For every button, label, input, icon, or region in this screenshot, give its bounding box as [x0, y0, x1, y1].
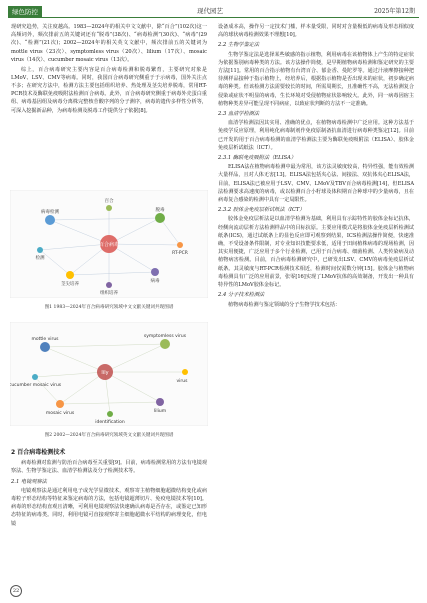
- page-number: 22: [10, 585, 22, 597]
- keyword-label: 检测: [35, 256, 45, 261]
- keyword-label: 百合: [104, 199, 114, 204]
- keyword-label: 茎尖培养: [61, 282, 79, 287]
- paragraph: 电镜观察法是通过利用电子或光学显微技术，观察寄主植物细胞超微结构变化或病毒粒子形态结构等特征来鉴定病毒的方法，包括电镜超薄切片、免疫电镜技术等[10]。病毒的形态结构直观且清晰，可利用电镜观察法快速确认病毒是否存在，或鉴定已知形态特征的病毒类。同时，利用电镜可直接观察寄主细胞超微水平结构的病理变化，但电镜: [11, 487, 207, 527]
- keyword-label: 病毒检测: [41, 210, 59, 215]
- keyword-label: 组织培养: [100, 291, 118, 296]
- paragraph: 现研究趋势，关注度越高。1983—2024年的相关中文文献中，除“百合”(102次)这一高频词外，频次排前五的关键词还有“脱毒”(38次)、“病毒检测”(30次)、“病毒”(29次)、“检测”(21次)；2002—2024年的相关英文文献中，频次排前五的关键词为 mottle virus（23次）、symptomless virus（20次）、lilium（17次）、mosaic virus（14次）、cucumber mosaic virus（13次）。: [11, 24, 207, 63]
- figure-caption: 图1 1983—2024年百合病毒研究领域中文文献关键词共现图谱: [44, 305, 174, 310]
- keyword-label: RT-PCR: [172, 251, 188, 256]
- figure-2: [10, 322, 208, 438]
- keyword-label: mottle virus: [31, 337, 59, 342]
- paragraph: ELISA法在植物病毒检测中最为常用，该方法灵敏度较高，特异性强，能有效检测大量样品，且对人体无害[13]。ELISA法包括夹心法、间接法、双抗体夹心ELISA法，目前，ELISA法已被应用于LSV、CMV、LMoV及TBV百合病毒检测[14]，但ELISA法检测要求高速度的病毒，或以检测百合小籽球及体积期百合种球中的少量病毒，且在病毒复合感染的检测中具有一定局限性。: [218, 164, 414, 204]
- paragraph: 胶体金免疫层析法是以血清学检测为基础，利用具有示踪特性的胶体金标记抗体，经侧向流动层析方法检测样品中的目标抗原。主要应用模式是将胶体金免疫层析检测试纸条(ICS)，通过试纸条上的显色反应即可观察到结果，ICS检测法操作简便，快速准确，不受设备条件限制，对专业知识技能要求低，适用于田间植株病毒的现场检测，因其实用便捷，广泛应用于多个行业检测，已用于百合病毒、细菌检测、人类传染病及动植物病害检测。目前，百合病毒检测研究中，已研发出LSV、CMV的病毒免疫层析试纸条。其灵敏度与RT-PCR检测技术相近，检测时间仅需数分钟[15]。胶体金与植物病毒检测具有广泛的应用前景，张零[16]实现了LMoV抗体的高效制备，开发出一种具有特异性的LMoV胶体金标记。: [218, 216, 414, 289]
- keyword-label: 病毒: [150, 279, 160, 284]
- page-header: [0, 0, 427, 20]
- paragraph: 生物学鉴定法是选择某些敏感的指示植物，利用病毒在该植物体上产生的特定症状为依据鉴别病毒种类的方法。该方法操作简便，是早期植物病毒检测和鉴定研究的主要方法[11]。常用的百合指示植物有台湾百合、郁金香、曼陀罗等。通过汁液摩擦接种把待测样品接种于指示植物上，经培养后，根据指示植物是否出现未的症状，初步确定病毒的种类。但该检测方法需要较长的时间，所需周期长，且准确性不高，无法检测复合侵染或症状不明显的病毒，生长环境对受侵植物症状影响较大。此外，同一病毒因宿主植物种类差异可能呈现不同病症，以致症状判断的方法不一定准确。: [218, 51, 414, 107]
- issue-info: 2025年第12期: [374, 8, 415, 15]
- paragraph: 设备成本高，操作另一定技术门槛，样本量受限，同时对含量极低的病毒及形态相似度高的球状病毒检测效果不理想[10]。: [218, 24, 414, 39]
- subsection-heading: 2.2 生物学鉴定法: [218, 42, 260, 49]
- keyword-label: identification: [95, 420, 125, 425]
- right-column: [218, 23, 414, 310]
- paragraph: 植物病毒检测与鉴定领域的分子生物学技术包括：: [228, 301, 341, 308]
- header-rule: [8, 17, 419, 18]
- subsection-heading: 2.3 血清学检测法: [218, 111, 260, 118]
- paragraph: 病毒检测对监测与防治百合病毒至关重要[9]。目前，病毒检测常用的方法有电镜观察法、生物学鉴定法、血清学检测法及分子检测技术等。: [11, 460, 207, 475]
- subsection-heading: 2.3.2 胶体金免疫层析试纸法（ICT）: [218, 207, 305, 214]
- subsection-heading: 2.1 电镜观察法: [11, 478, 47, 485]
- keyword-label: symptomless virus: [143, 334, 187, 339]
- keyword-label: mosaic virus: [45, 411, 75, 416]
- keyword-label: lilium: [153, 409, 167, 414]
- keyword-network-cn: [10, 190, 208, 298]
- keyword-label: 百合病毒: [98, 242, 120, 248]
- left-column: [11, 23, 207, 116]
- journal-name: 现代园艺: [197, 7, 223, 15]
- figure-caption: 图2 2002—2024年百合病毒研究领域英文文献关键词共现图谱: [44, 433, 174, 438]
- left-column-bottom: [11, 446, 207, 529]
- subsection-heading: 2.3.1 酶联免疫吸附法（ELISA）: [218, 155, 297, 162]
- figure-1: [10, 190, 208, 310]
- keyword-network-en: [10, 322, 208, 426]
- section-tag: 绿色防控: [8, 6, 42, 17]
- keyword-label: cucumber mosaic virus: [10, 383, 62, 388]
- section-heading: 2 百合病毒检测技术: [11, 449, 66, 456]
- keyword-label: virus: [176, 379, 188, 384]
- subsection-heading: 2.4 分子技术检测法: [218, 292, 265, 299]
- paragraph: 血清学检测法因其实用、准确的优点，在植物病毒检测中广泛应用。这种方法基于免疫学反应原理，利用纯化病毒制剂作免疫原制备抗血清进行病毒种类鉴定[12]。目前已开发的用于百合病毒检测的血清学检测法主要为酶联免疫吸附法（ELISA）、胶体金免疫层析试纸法（ICT）。: [218, 120, 414, 151]
- keyword-label: 脱毒: [155, 208, 165, 213]
- paragraph: 综上，百合病毒研究主要内容是百合病毒检测和脱毒繁育，主要研究对象是LMoV、LSV、CMV等病毒。同时，我国百合病毒研究侧重于于示病毒，国外关注点不多；在研究方法中，检测方法主要包括组织培养、热处理及茎尖培养脱毒，常用RT-PCR技术及酶联免疫吸附法检测百合病毒。此外，百合病毒研究侧重于病毒外壳蛋白重组、病毒基因组及病毒分离株完整核苷酸序列的分子测序，病毒的遗传多样性分析等，可深入挖掘新品种，为病毒检测及脱毒工作提供分子依据[8]。: [11, 66, 207, 114]
- keyword-label: lily: [101, 370, 109, 376]
